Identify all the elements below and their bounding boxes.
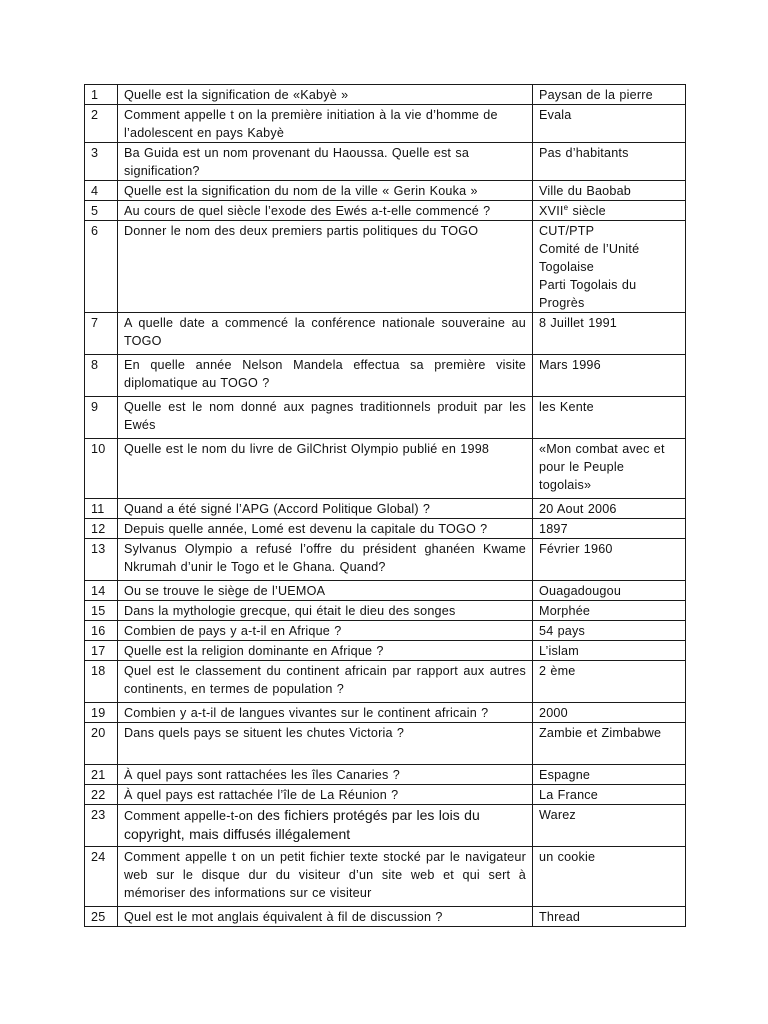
- row-number: 15: [85, 601, 118, 621]
- answer-suffix: siècle: [568, 204, 606, 218]
- answer-cell: Ouagadougou: [533, 581, 686, 601]
- row-number: 25: [85, 907, 118, 927]
- answer-cell: Pas d’habitants: [533, 143, 686, 181]
- question-cell: Sylvanus Olympio a refusé l’offre du président ghanéen Kwame Nkrumah d’unir le Togo et le Ghana. Quand?: [118, 539, 533, 581]
- answer-cell: Ville du Baobab: [533, 181, 686, 201]
- table-row: [85, 313, 686, 355]
- answer-cell: Espagne: [533, 765, 686, 785]
- answer-cell: Paysan de la pierre: [533, 85, 686, 105]
- question-cell: Combien de pays y a-t-il en Afrique ?: [118, 621, 533, 641]
- answer-century: XVII: [539, 204, 564, 218]
- question-part-end: des fichiers protégés par les lois du copyright, mais diffusés illégalement: [124, 807, 480, 842]
- table-row: [85, 221, 686, 313]
- table-row: [85, 181, 686, 201]
- question-cell: Quand a été signé l’APG (Accord Politique Global) ?: [118, 499, 533, 519]
- answer-cell: 2000: [533, 703, 686, 723]
- table-row: [85, 499, 686, 519]
- answer-cell: L’islam: [533, 641, 686, 661]
- table-row: [85, 641, 686, 661]
- table-row: [85, 581, 686, 601]
- answer-cell: CUT/PTP Comité de l’Unité Togolaise Parti Togolais du Progrès: [533, 221, 686, 313]
- question-cell: Dans la mythologie grecque, qui était le dieu des songes: [118, 601, 533, 621]
- answer-cell: 54 pays: [533, 621, 686, 641]
- question-cell: Au cours de quel siècle l’exode des Ewés a-t-elle commencé ?: [118, 201, 533, 221]
- row-number: 11: [85, 499, 118, 519]
- row-number: 5: [85, 201, 118, 221]
- question-cell: Dans quels pays se situent les chutes Victoria ?: [118, 723, 533, 765]
- row-number: 22: [85, 785, 118, 805]
- table-row: [85, 397, 686, 439]
- question-cell: A quelle date a commencé la conférence nationale souveraine au TOGO: [118, 313, 533, 355]
- row-number: 9: [85, 397, 118, 439]
- row-number: 8: [85, 355, 118, 397]
- table-row: [85, 143, 686, 181]
- row-number: 1: [85, 85, 118, 105]
- answer-cell: [533, 201, 686, 221]
- table-row: [85, 805, 686, 847]
- question-cell: Quel est le classement du continent africain par rapport aux autres continents, en termes de population ?: [118, 661, 533, 703]
- row-number: 7: [85, 313, 118, 355]
- table-row: [85, 439, 686, 499]
- row-number: 21: [85, 765, 118, 785]
- answer-superscript: e: [563, 203, 569, 212]
- question-cell: Quelle est le nom donné aux pagnes traditionnels produit par les Ewés: [118, 397, 533, 439]
- question-cell: Quelle est la signification de «Kabyè »: [118, 85, 533, 105]
- row-number: 6: [85, 221, 118, 313]
- table-row: [85, 765, 686, 785]
- question-cell: Quelle est la signification du nom de la ville « Gerin Kouka »: [118, 181, 533, 201]
- question-cell: Quel est le mot anglais équivalent à fil de discussion ?: [118, 907, 533, 927]
- row-number: 20: [85, 723, 118, 765]
- answer-cell: les Kente: [533, 397, 686, 439]
- answer-cell: Warez: [533, 805, 686, 847]
- table-row: [85, 85, 686, 105]
- question-cell: Depuis quelle année, Lomé est devenu la capitale du TOGO ?: [118, 519, 533, 539]
- question-cell: Quelle est la religion dominante en Afrique ?: [118, 641, 533, 661]
- table-row: [85, 785, 686, 805]
- answer-cell: un cookie: [533, 847, 686, 907]
- row-number: 17: [85, 641, 118, 661]
- question-cell: Ba Guida est un nom provenant du Haoussa. Quelle est sa signification?: [118, 143, 533, 181]
- question-cell: Donner le nom des deux premiers partis politiques du TOGO: [118, 221, 533, 313]
- row-number: 23: [85, 805, 118, 847]
- row-number: 18: [85, 661, 118, 703]
- table-row: [85, 847, 686, 907]
- answer-cell: «Mon combat avec et pour le Peuple togolais»: [533, 439, 686, 499]
- answer-cell: Morphée: [533, 601, 686, 621]
- answer-cell: Zambie et Zimbabwe: [533, 723, 686, 765]
- question-cell: Comment appelle t on la première initiation à la vie d’homme de l’adolescent en pays Kabyè: [118, 105, 533, 143]
- table-row: [85, 621, 686, 641]
- quiz-table: [84, 84, 686, 927]
- answer-cell: La France: [533, 785, 686, 805]
- table-row: [85, 105, 686, 143]
- answer-cell: 1897: [533, 519, 686, 539]
- question-part-start: Comment appelle-t-on: [124, 809, 258, 823]
- answer-cell: 20 Aout 2006: [533, 499, 686, 519]
- question-cell: À quel pays sont rattachées les îles Canaries ?: [118, 765, 533, 785]
- row-number: 14: [85, 581, 118, 601]
- table-row: [85, 201, 686, 221]
- table-row: [85, 539, 686, 581]
- row-number: 13: [85, 539, 118, 581]
- question-cell: Comment appelle t on un petit fichier texte stocké par le navigateur web sur le disque dur du visiteur d’un site web et qui sert à mémoriser des informations sur ce visiteur: [118, 847, 533, 907]
- row-number: 3: [85, 143, 118, 181]
- row-number: 12: [85, 519, 118, 539]
- table-row: [85, 703, 686, 723]
- row-number: 16: [85, 621, 118, 641]
- row-number: 10: [85, 439, 118, 499]
- row-number: 4: [85, 181, 118, 201]
- row-number: 2: [85, 105, 118, 143]
- row-number: 24: [85, 847, 118, 907]
- row-number: 19: [85, 703, 118, 723]
- question-cell: Combien y a-t-il de langues vivantes sur le continent africain ?: [118, 703, 533, 723]
- answer-cell: 8 Juillet 1991: [533, 313, 686, 355]
- answer-cell: Thread: [533, 907, 686, 927]
- question-cell: À quel pays est rattachée l’île de La Réunion ?: [118, 785, 533, 805]
- table-row: [85, 601, 686, 621]
- question-cell: Ou se trouve le siège de l’UEMOA: [118, 581, 533, 601]
- question-cell: [118, 805, 533, 847]
- table-row: [85, 723, 686, 765]
- question-cell: En quelle année Nelson Mandela effectua sa première visite diplomatique au TOGO ?: [118, 355, 533, 397]
- table-row: [85, 661, 686, 703]
- answer-cell: Evala: [533, 105, 686, 143]
- answer-cell: Février 1960: [533, 539, 686, 581]
- question-cell: Quelle est le nom du livre de GilChrist Olympio publié en 1998: [118, 439, 533, 499]
- table-row: [85, 519, 686, 539]
- table-row: [85, 355, 686, 397]
- answer-cell: 2 ème: [533, 661, 686, 703]
- table-row: [85, 907, 686, 927]
- answer-cell: Mars 1996: [533, 355, 686, 397]
